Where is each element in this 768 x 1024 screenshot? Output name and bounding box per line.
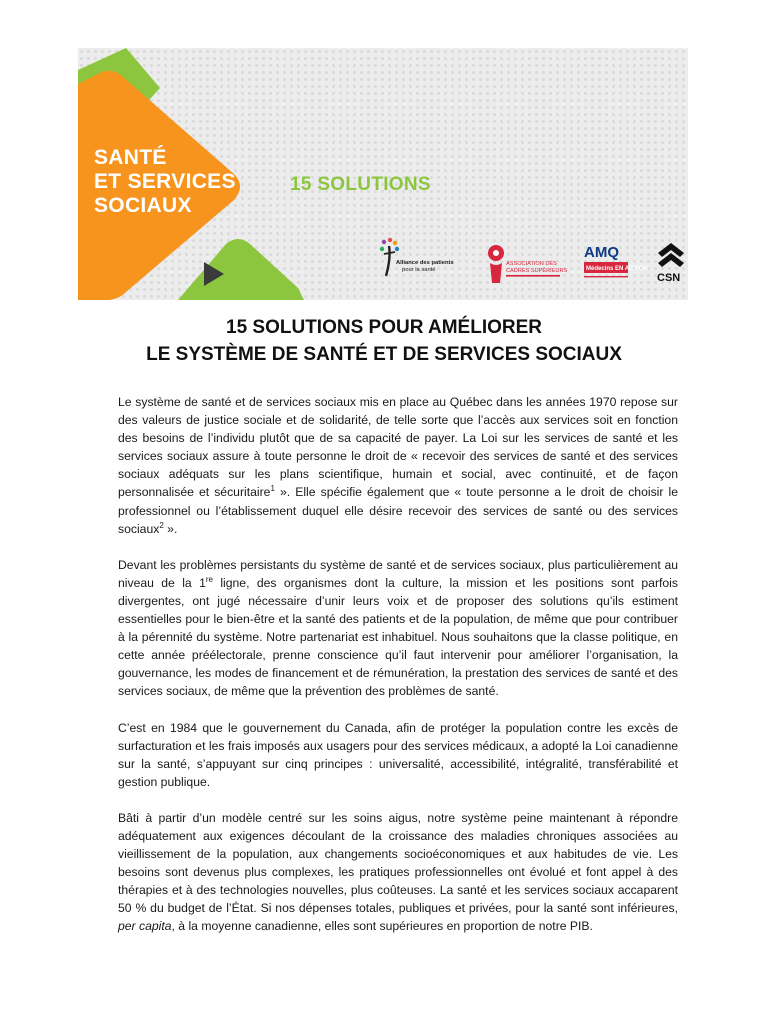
- document-title: [0, 314, 768, 368]
- paragraph-4: [118, 809, 678, 936]
- paragraph-2-text-b: ligne, des organismes dont la culture, la mission et les positions sont parfois divergentes, ont jugé nécessaire d’unir leurs voix et de proposer des solutions qu’ils estiment essentielles pour le bien-être et la santé des patients et de la population, de même que pour contribuer à la pérennité du système. Notre partenariat est inhabituel. Nous souhaitons que la classe politique, en cette année préélectorale, prenne conscience qu’il faut intervenir pour améliorer l’organisation, la gouvernance, les modes de financement et de rémunération, la prestation des services de santé et des services sociaux, de même que la prévention des problèmes de santé.: [118, 575, 678, 699]
- amq-logo: [582, 241, 648, 285]
- banner-subtitle: 15 SOLUTIONS: [290, 174, 431, 195]
- paragraph-4-text-b: , à la moyenne canadienne, elles sont supérieures en proportion de notre PIB.: [171, 919, 593, 934]
- footnote-ref-1: 1: [270, 484, 275, 494]
- svg-text:Alliance des patients: Alliance des patients: [396, 260, 454, 266]
- header-banner: [78, 48, 688, 300]
- paragraph-1-text-c: ».: [163, 521, 178, 536]
- svg-text:CADRES SUPÉRIEURS: CADRES SUPÉRIEURS: [506, 268, 568, 274]
- svg-text:Médecins EN ACTION: Médecins EN ACTION: [586, 266, 648, 272]
- csn-logo: [654, 241, 688, 285]
- paragraph-2: [118, 556, 678, 701]
- document-title-line-2: LE SYSTÈME DE SANTÉ ET DE SERVICES SOCIAUX: [146, 344, 622, 365]
- footnote-ref-2: 2: [159, 520, 164, 530]
- paragraph-3: C’est en 1984 que le gouvernement du Canada, afin de protéger la population contre les excès de surfacturation et les frais imposés aux usagers pour des services médicaux, a adopté la Loi canadienne sur la santé, s’appuyant sur cinq principes : universalité, accessibilité, intégralité, transférabilité et gestion publique.: [118, 720, 678, 789]
- banner-title: [94, 146, 236, 218]
- svg-text:pour la santé: pour la santé: [402, 267, 436, 273]
- banner-title-line-2: ET SERVICES: [94, 170, 236, 193]
- paragraph-4-text-a: Bâti à partir d’un modèle centré sur les soins aigus, notre système peine maintenant à répondre adéquatement aux exigences découlant de la croissance des maladies chroniques associées au vieillissement de la population, aux changements socioéconomiques et aux habitudes de vie. Les besoins sont devenus plus complexes, les pratiques professionnelles ont évolué et font appel à des thérapies et à des technologies nouvelles, plus coûteuses. La santé et les services sociaux accaparent 50 % du budget de l’État. Si nos dépenses totales, publiques et privées, pour la santé sont inférieures,: [118, 810, 678, 916]
- svg-text:CSN: CSN: [657, 272, 681, 284]
- document-title-line-1: 15 SOLUTIONS POUR AMÉLIORER: [226, 317, 542, 338]
- paragraph-2-text-a: Devant les problèmes persistants du système de santé et de services sociaux, plus particulièrement au niveau de la 1: [118, 557, 678, 590]
- svg-text:ASSOCIATION DES: ASSOCIATION DES: [506, 261, 557, 267]
- paragraph-1: [118, 393, 678, 538]
- document-body: [118, 393, 678, 954]
- acs-logo: [482, 241, 566, 285]
- paragraph-1-text-a: Le système de santé et de services sociaux mis en place au Québec dans les années 1970 repose sur des valeurs de justice sociale et de solidarité, de telle sorte que l’accès aux services soit en fonction des besoins de l’individu plutôt que de sa capacité de payer. La Loi sur les services de santé et les services sociaux assure à toute personne le droit de « recevoir des services de santé et des services sociaux adéquats sur les plans scientifique, humain et social, avec continuité, et de façon personnalisée et sécuritaire: [118, 395, 678, 500]
- ordinal-superscript: re: [205, 574, 213, 584]
- banner-title-line-1: SANTÉ: [94, 146, 167, 169]
- banner-title-line-3: SOCIAUX: [94, 194, 192, 217]
- alliance-patients-logo: [378, 236, 454, 282]
- svg-text:AMQ: AMQ: [584, 244, 619, 261]
- green-shape-bottom: [178, 239, 304, 300]
- paragraph-1-text-b: ». Elle spécifie également que « toute personne a le droit de choisir le professionnel ou l’établissement duquel elle désire recevoir des services de santé ou des services sociaux: [118, 485, 678, 536]
- paragraph-4-emphasis: per capita: [118, 919, 172, 934]
